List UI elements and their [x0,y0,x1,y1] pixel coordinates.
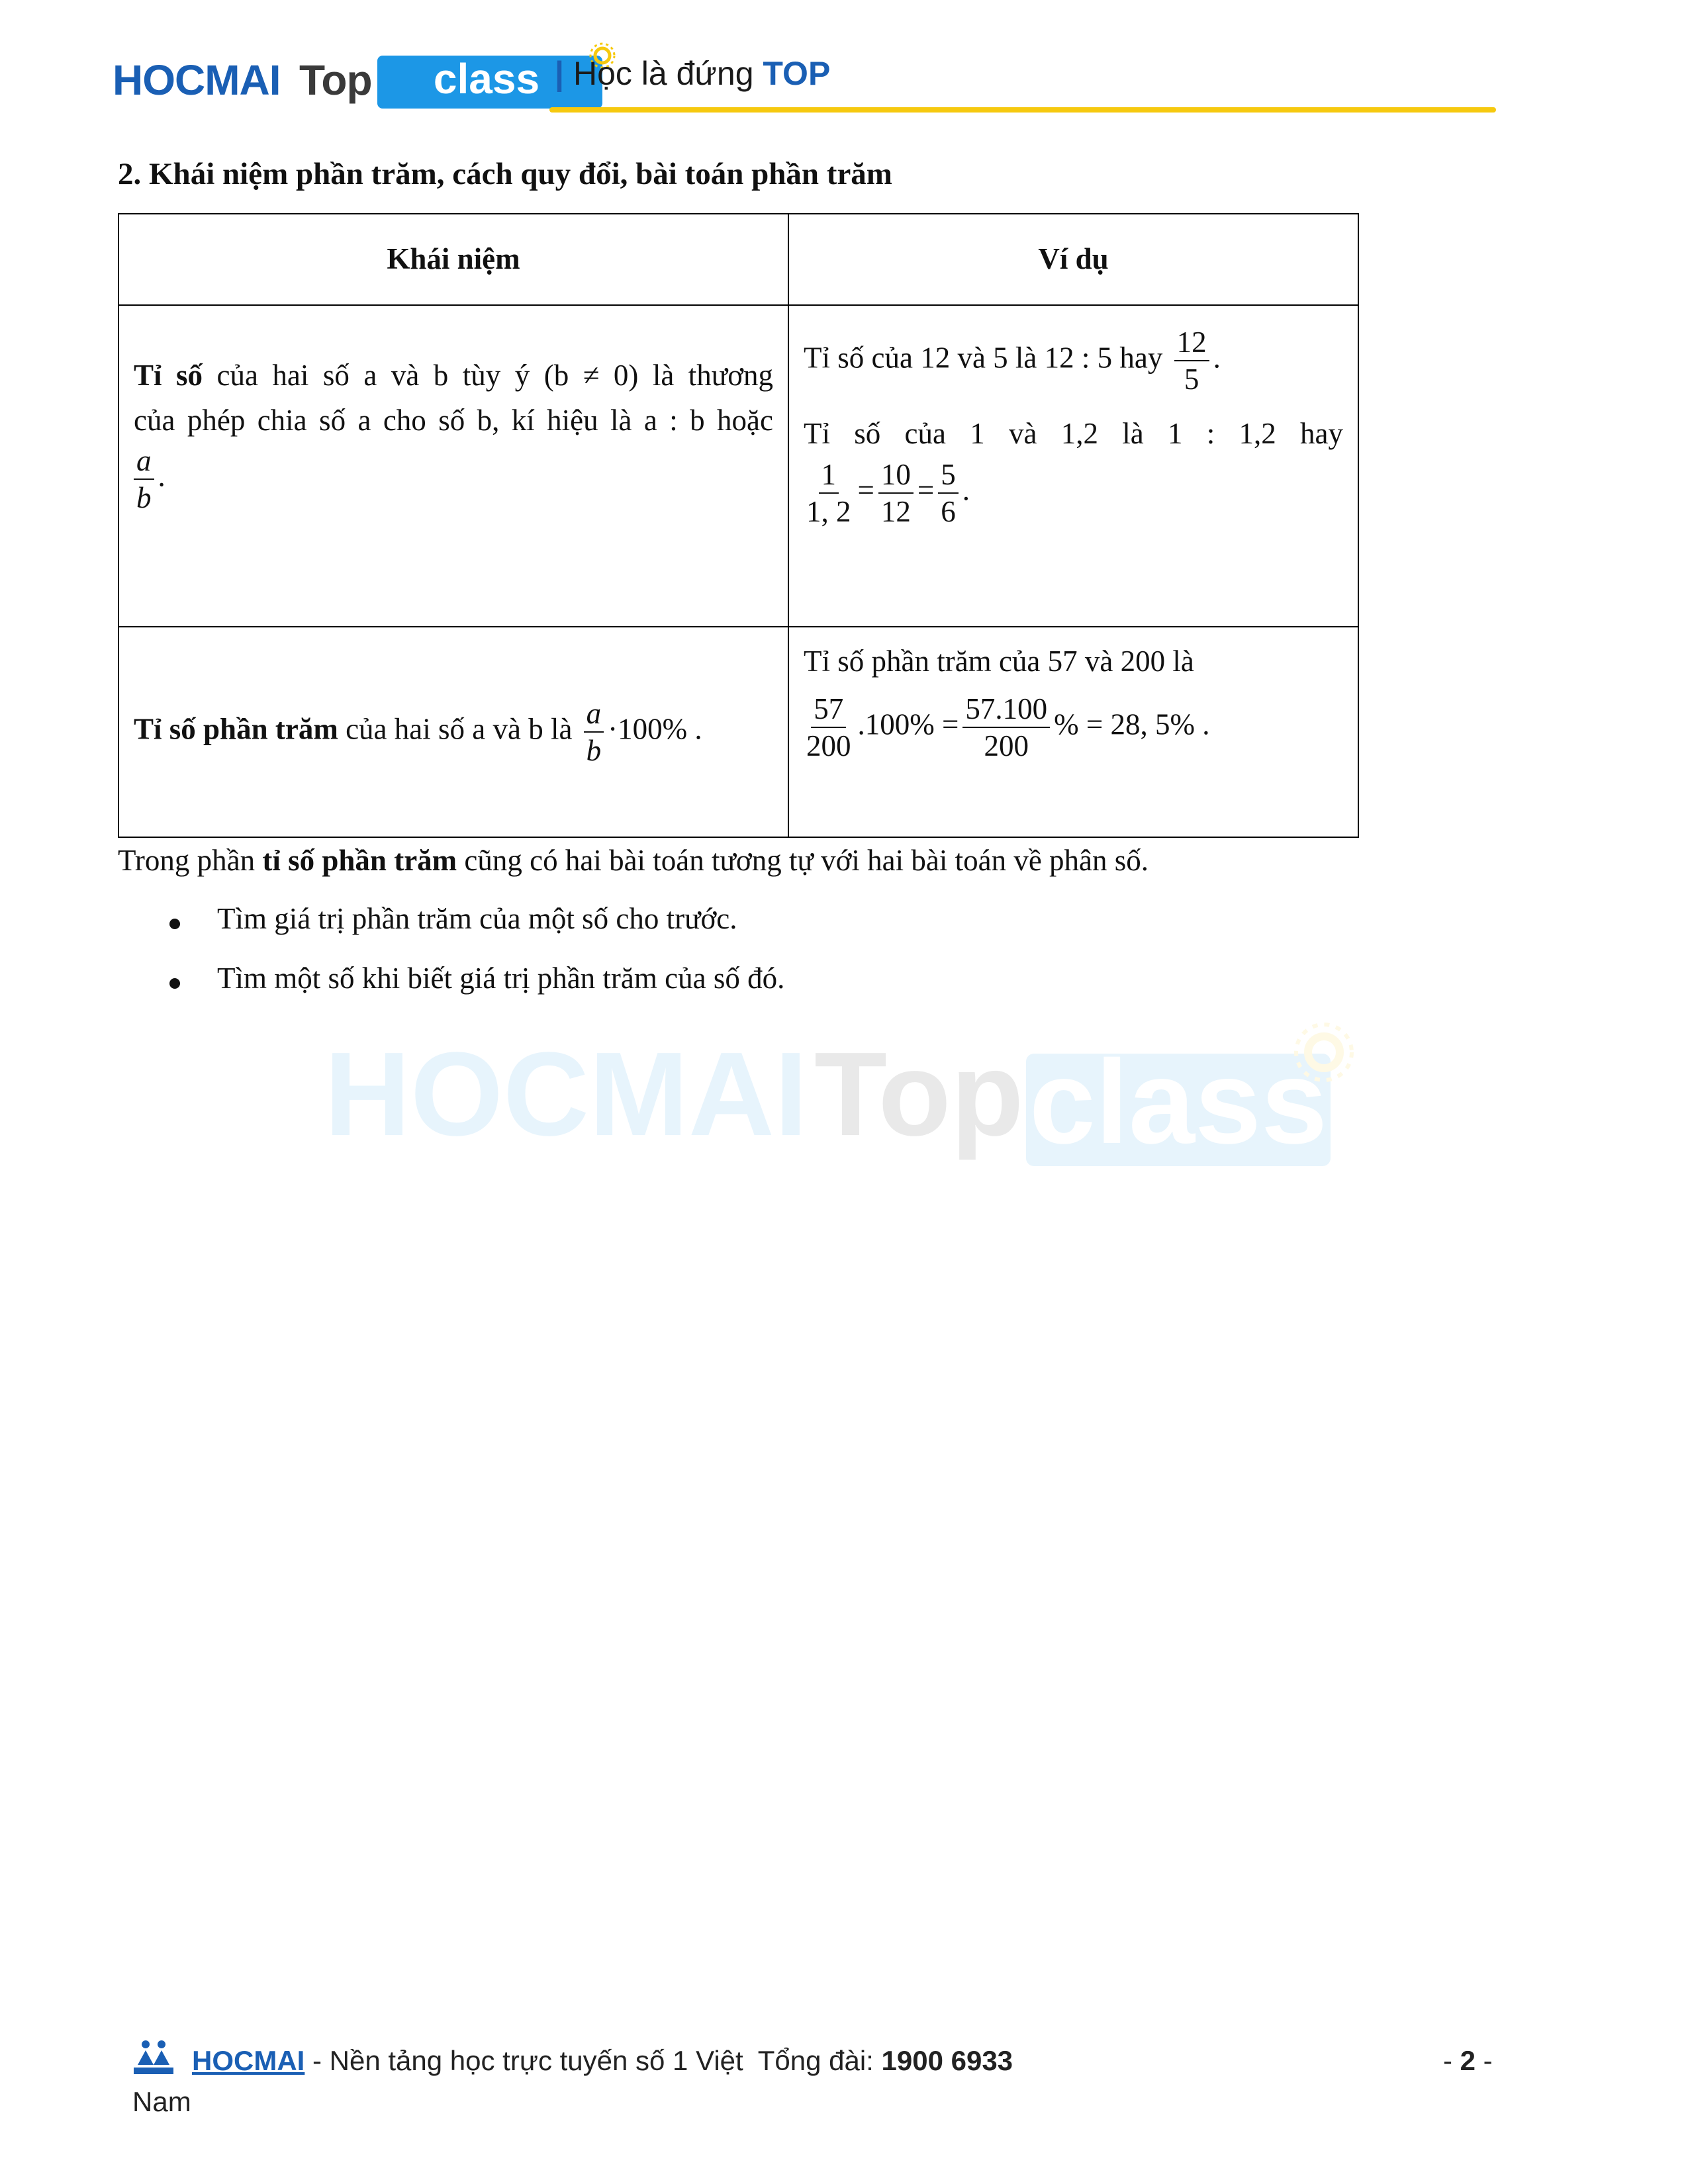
footer-hotline-label: Tổng đài: [757,2045,882,2076]
percent-formula-mid: .100% = [857,707,959,741]
equals-sign: = [917,473,935,506]
equals-sign: = [857,473,874,506]
list-item: Tìm giá trị phần trăm của một số cho trước. [159,901,784,961]
watermark-class-text: class [1029,1036,1328,1169]
fraction-denominator: 6 [941,494,956,528]
fraction-numerator: 57.100 [962,691,1050,728]
example-ratio-2-fraction-c [938,457,959,529]
paragraph-text-after: cũng có hai bài toán tương tự với hai bài toán về phân số. [457,844,1149,877]
fraction-numerator: 1 [819,457,839,494]
concept-table [118,213,1359,838]
footer-tagline-text: - Nền tảng học trực tuyến số 1 Việt [305,2045,743,2076]
example-percent-formula [804,691,1343,764]
watermark-sun-icon [1291,1019,1357,1085]
header-slogan [555,54,830,93]
fraction-numerator: 5 [938,457,959,494]
example-ratio-2-text: Tỉ số của 1 và 1,2 là 1 : 1,2 hay [804,417,1343,450]
ratio-fraction [134,443,154,516]
example-ratio-1-fraction [1174,324,1209,397]
footer-tagline-end: Nam [132,2086,191,2117]
slogan-text: Học là đứng [573,55,754,92]
page-suffix: - [1476,2045,1493,2076]
example-cell-percent [788,627,1358,837]
fraction-denominator: 5 [1184,363,1199,396]
summary-paragraph [118,843,1149,878]
concept-cell-percent [118,627,788,837]
example-ratio-2-fractions [804,457,1343,529]
watermark-top-text: Top [814,1028,1024,1161]
table-row [118,305,1358,627]
ratio-term: Tỉ số [134,359,203,392]
page-number [1443,2045,1493,2077]
paragraph-text-before: Trong phần [118,844,263,877]
table-row [118,627,1358,837]
ratio-fraction-line [134,443,773,516]
bullet-list [159,901,784,1021]
fraction-period: . [962,473,970,506]
section-title: 2. Khái niệm phần trăm, cách quy đổi, bài toán phần trăm [118,157,892,191]
watermark-hocmai-text: HOCMAI [324,1028,808,1161]
table-header-row [118,214,1358,305]
example-percent-text: Tỉ số phần trăm của 57 và 200 là [804,645,1194,678]
percent-definition-text: của hai số a và b là [338,712,573,746]
fraction-period: . [1213,341,1221,375]
fraction-period: . [158,459,165,493]
paragraph-bold-term: tỉ số phần trăm [262,844,457,877]
watermark-logo [324,1019,1370,1185]
logo-class-text: class [433,55,540,103]
example-cell-ratio [788,305,1358,627]
fraction-denominator: 200 [806,729,851,762]
example-percent-fraction-a [804,691,854,764]
ratio-definition-line2: của phép chia số a cho số b, kí hiệu là a : b hoặc [134,403,773,437]
slogan-highlight: TOP [763,55,831,92]
logo-top-text: Top [299,56,372,104]
header-concept: Khái niệm [118,214,788,305]
percent-formula-tail: ·100% . [608,712,702,746]
footer-tagline [192,2045,1013,2077]
fraction-denominator: 1, 2 [806,494,851,528]
fraction-numerator: 10 [878,457,914,494]
example-ratio-2-fraction-b [878,457,914,529]
fraction-numerator: 57 [811,691,846,728]
percent-definition [134,696,773,768]
fraction-denominator: b [586,734,602,767]
logo-hocmai-text: HOCMAI [113,56,281,104]
ratio-definition-text1: của hai số a và b tùy ý (b ≠ 0) là thương [203,359,773,392]
percent-term: Tỉ số phần trăm [134,712,338,746]
footer-hotline-number: 1900 6933 [881,2045,1013,2076]
example-ratio-1-text: Tỉ số của 12 và 5 là 12 : 5 hay [804,341,1163,375]
concept-cell-ratio [118,305,788,627]
page-number-value: 2 [1460,2045,1476,2076]
example-ratio-1 [804,324,1343,397]
example-percent-fraction-b [962,691,1050,764]
footer-brand-link[interactable]: HOCMAI [192,2045,305,2076]
header-example: Ví dụ [788,214,1358,305]
fraction-numerator: 12 [1174,324,1209,361]
example-ratio-2-fraction-a [804,457,854,529]
fraction-denominator: b [136,481,152,514]
fraction-numerator: a [584,696,604,733]
fraction-denominator: 12 [880,494,911,528]
slogan-divider: | [555,55,564,92]
hocmai-footer-icon [132,2038,175,2079]
fraction-denominator: 200 [984,729,1029,762]
percent-formula-result: % = 28, 5% . [1054,707,1210,741]
watermark-class-badge [1026,1036,1331,1169]
ratio-definition-line1 [134,353,773,398]
header-divider [549,107,1496,113]
percent-fraction [584,696,604,768]
list-item: Tìm một số khi biết giá trị phần trăm của số đó. [159,961,784,1021]
page-prefix: - [1443,2045,1460,2076]
fraction-numerator: a [134,443,154,480]
